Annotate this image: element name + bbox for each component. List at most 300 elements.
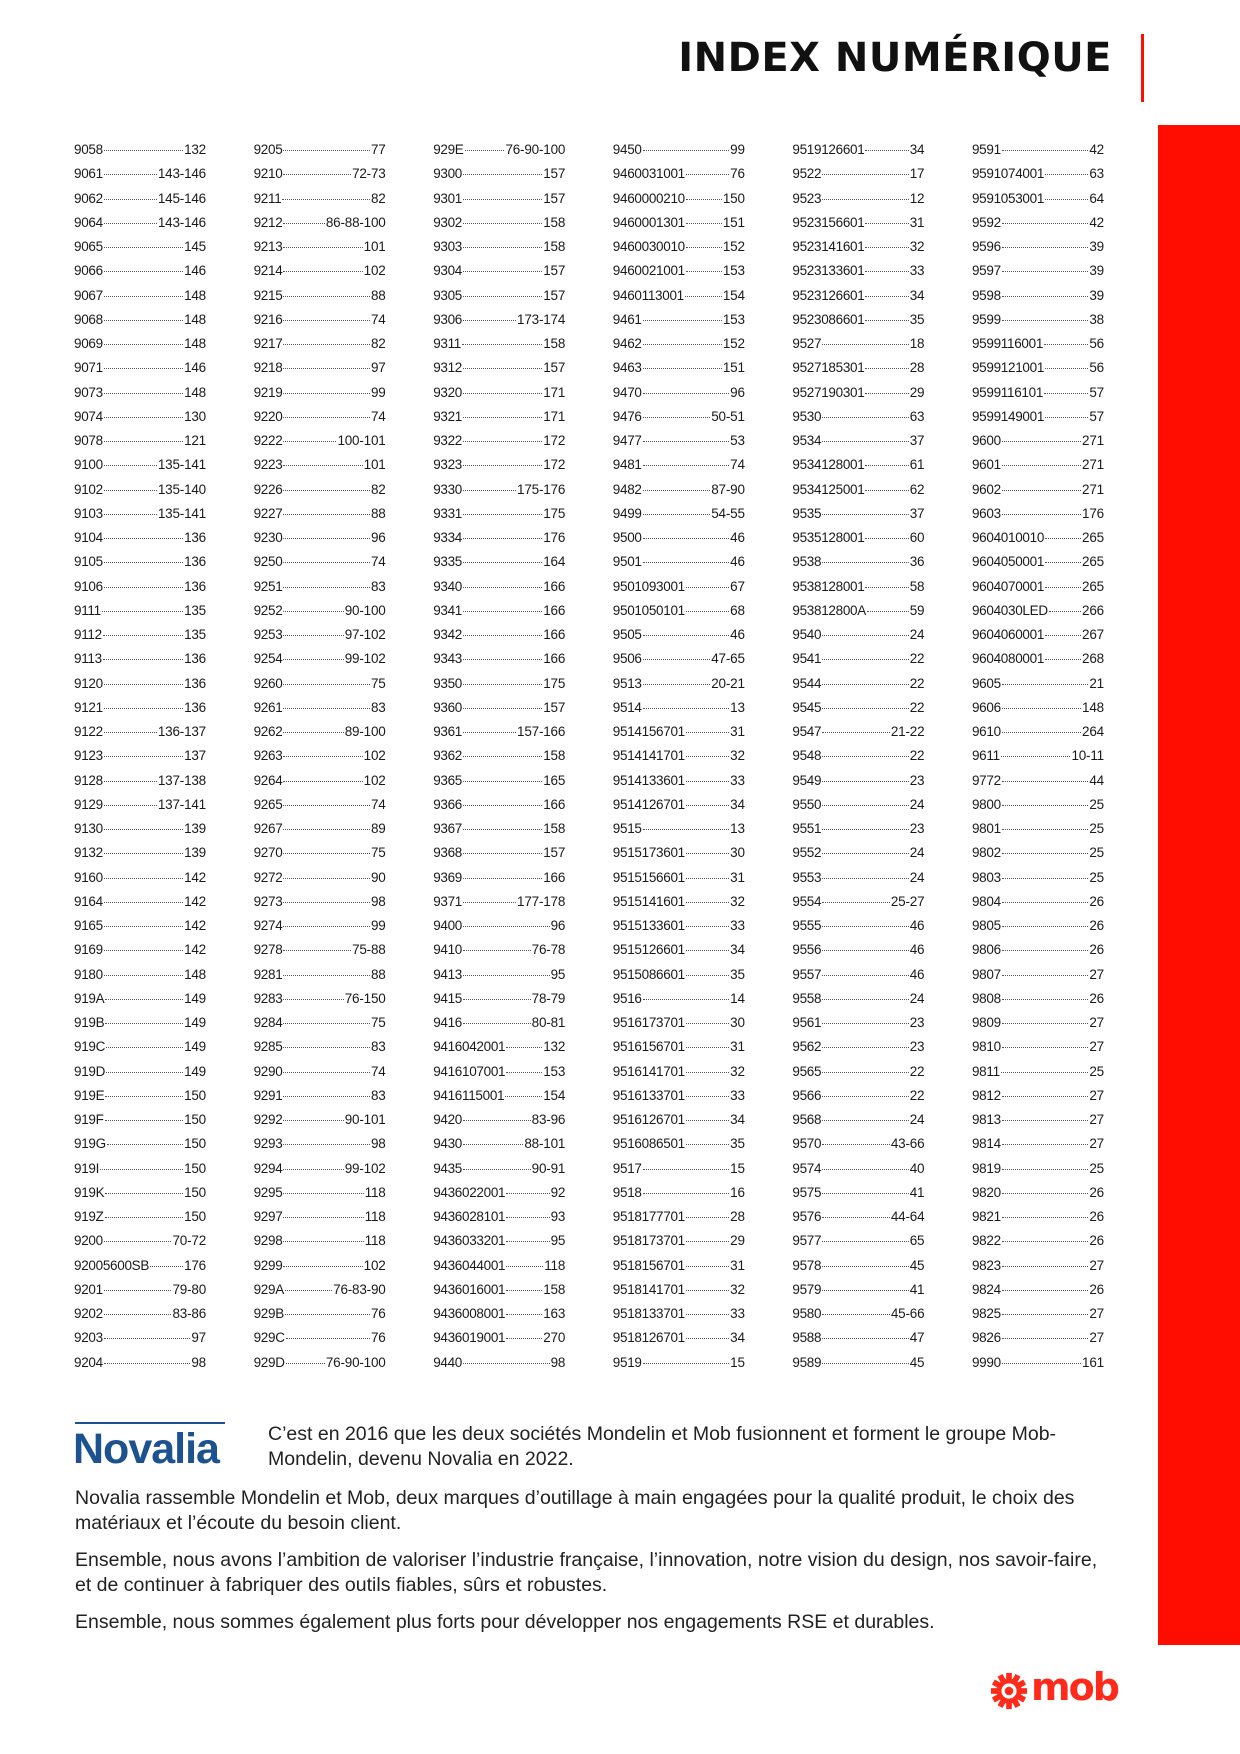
index-entry <box>254 1233 386 1257</box>
page-reference: 166 <box>543 602 566 618</box>
page-reference: 152 <box>722 336 745 351</box>
product-code: 9218 <box>253 360 283 376</box>
dot-leader <box>107 1144 183 1145</box>
page-reference: 83 <box>370 578 386 594</box>
dot-leader <box>822 708 909 709</box>
page-reference: 157 <box>543 699 566 715</box>
page-reference: 271 <box>1082 481 1104 497</box>
page-reference: 46 <box>730 554 745 570</box>
dot-leader <box>1002 320 1089 321</box>
page-reference: 136 <box>184 651 206 667</box>
product-code: 9599 <box>971 311 1001 327</box>
page-reference: 152 <box>722 239 745 254</box>
page-reference: 165 <box>543 772 566 788</box>
index-entry <box>74 1136 206 1160</box>
dot-leader <box>686 950 729 951</box>
product-code: 9205 <box>253 142 283 157</box>
page-reference: 265 <box>1082 578 1104 594</box>
product-code: 9591053001 <box>971 190 1045 206</box>
page-reference: 23 <box>909 1039 925 1055</box>
page-reference: 13 <box>730 821 745 836</box>
product-code: 9104 <box>74 530 103 545</box>
title-accent-rule <box>1141 34 1144 102</box>
dot-leader <box>104 878 183 879</box>
product-code: 9824 <box>971 1281 1001 1297</box>
index-entry <box>613 700 745 724</box>
dot-leader <box>104 781 157 782</box>
index-entry <box>613 773 745 797</box>
dot-leader <box>1002 781 1089 782</box>
dot-leader <box>104 1290 172 1291</box>
index-entry <box>792 482 924 506</box>
page-reference: 148 <box>184 966 206 982</box>
index-entry <box>613 530 745 554</box>
product-code: 9214 <box>253 263 283 279</box>
page-reference: 28 <box>909 360 925 376</box>
index-entry <box>792 676 924 700</box>
index-entry <box>613 1282 745 1306</box>
dot-leader <box>686 199 722 200</box>
dot-leader <box>283 223 324 224</box>
index-entry <box>792 821 924 845</box>
index-entry <box>254 845 386 869</box>
index-entry <box>792 336 924 360</box>
product-code: 9825 <box>971 1306 1001 1321</box>
page-reference: 65 <box>909 1233 925 1249</box>
index-entry <box>254 1039 386 1063</box>
product-code: 9130 <box>74 821 103 836</box>
index-entry <box>74 142 206 166</box>
index-entry <box>972 239 1104 263</box>
dot-leader <box>685 296 722 297</box>
page-reference: 176 <box>1082 505 1104 521</box>
page-reference: 100-101 <box>337 433 386 448</box>
product-code: 9544 <box>792 675 822 691</box>
index-entry <box>972 748 1104 772</box>
page-reference: 143-146 <box>157 214 206 230</box>
page-reference: 154 <box>543 1087 566 1103</box>
index-entry <box>792 627 924 651</box>
product-code: 919K <box>74 1184 105 1200</box>
product-code: 9565 <box>792 1063 822 1079</box>
index-entry <box>792 1306 924 1330</box>
page-reference: 27 <box>1089 1039 1104 1055</box>
index-entry <box>972 579 1104 603</box>
product-code: 9516126701 <box>612 1112 685 1127</box>
product-code: 9523 <box>792 190 822 206</box>
page-reference: 24 <box>909 1112 925 1127</box>
dot-leader <box>283 1047 370 1048</box>
product-code: 9812 <box>971 1087 1001 1103</box>
product-code: 9460030010 <box>612 239 685 254</box>
dot-leader <box>104 805 157 806</box>
page-reference: 16 <box>730 1184 745 1200</box>
index-entry <box>792 215 924 239</box>
product-code: 9460000210 <box>612 190 685 206</box>
page-reference: 99-102 <box>344 1160 386 1176</box>
page-reference: 31 <box>730 1257 745 1273</box>
index-entry <box>254 433 386 457</box>
dot-leader <box>283 150 370 151</box>
dot-leader <box>463 926 550 927</box>
product-code: 9312 <box>433 360 463 376</box>
page-reference: 74 <box>370 311 386 327</box>
page-reference: 57 <box>1089 384 1104 400</box>
index-entry <box>433 1015 565 1039</box>
page-reference: 158 <box>543 239 566 254</box>
index-column <box>433 142 565 1379</box>
product-code: 9299 <box>253 1257 283 1273</box>
index-entry <box>254 797 386 821</box>
dot-leader <box>686 223 722 224</box>
dot-leader <box>822 1193 909 1194</box>
page-reference: 268 <box>1082 651 1104 667</box>
index-entry <box>254 676 386 700</box>
page-reference: 26 <box>1089 1281 1104 1297</box>
index-entry <box>254 724 386 748</box>
page-reference: 76-90-100 <box>505 142 566 157</box>
product-code: 9800 <box>971 796 1001 812</box>
page-reference: 46 <box>909 918 925 933</box>
page-reference: 25 <box>1089 821 1104 836</box>
product-code: 9527185301 <box>792 360 865 376</box>
index-entry <box>613 457 745 481</box>
page-reference: 173-174 <box>517 311 566 327</box>
page-reference: 118 <box>364 1233 386 1249</box>
product-code: 9501050101 <box>612 602 685 618</box>
index-entry <box>792 1039 924 1063</box>
index-entry <box>613 1185 745 1209</box>
product-code: 9440 <box>433 1354 463 1370</box>
page-reference: 102 <box>363 1257 386 1273</box>
dot-leader <box>463 538 542 539</box>
index-entry <box>74 1088 206 1112</box>
index-entry <box>613 579 745 603</box>
index-entry <box>972 385 1104 409</box>
index-entry <box>254 1258 386 1282</box>
index-entry <box>433 724 565 748</box>
index-entry <box>254 506 386 530</box>
page-reference: 102 <box>363 772 386 788</box>
index-entry <box>74 894 206 918</box>
product-code: 9294 <box>253 1160 283 1176</box>
product-code: 919G <box>74 1136 106 1152</box>
index-entry <box>972 894 1104 918</box>
product-code: 9272 <box>253 869 283 885</box>
product-code: 9435 <box>433 1160 463 1176</box>
page-reference: 31 <box>730 869 745 885</box>
index-entry <box>613 1112 745 1136</box>
product-code: 9516 <box>612 990 642 1006</box>
index-entry <box>792 1015 924 1039</box>
dot-leader <box>462 344 542 345</box>
product-code: 9463 <box>612 360 642 376</box>
dot-leader <box>1002 1023 1089 1024</box>
page-reference: 157 <box>543 287 566 303</box>
page-reference: 28 <box>730 1209 745 1224</box>
index-entry <box>972 191 1104 215</box>
product-code: 9202 <box>74 1306 103 1321</box>
index-entry <box>972 918 1104 942</box>
index-entry <box>254 1209 386 1233</box>
dot-leader <box>282 199 370 200</box>
page-reference: 64 <box>1089 190 1104 206</box>
dot-leader <box>506 1314 542 1315</box>
product-code: 9330 <box>433 481 463 497</box>
product-code: 9558 <box>792 990 822 1006</box>
product-code: 9204 <box>74 1354 103 1370</box>
page-reference: 27 <box>1089 966 1104 982</box>
dot-leader <box>1002 1290 1089 1291</box>
product-code: 9320 <box>433 384 463 400</box>
page-reference: 90 <box>370 869 386 885</box>
index-entry <box>74 797 206 821</box>
index-entry <box>254 967 386 991</box>
dot-leader <box>463 296 542 297</box>
index-entry <box>433 1209 565 1233</box>
page-reference: 22 <box>909 748 925 764</box>
index-entry <box>613 1161 745 1185</box>
dot-leader <box>643 393 730 394</box>
index-entry <box>254 821 386 845</box>
index-entry <box>74 506 206 530</box>
page-reference: 27 <box>1089 1330 1104 1346</box>
dot-leader <box>463 999 531 1000</box>
dot-leader <box>463 199 542 200</box>
dot-leader <box>1045 659 1081 660</box>
page-reference: 25 <box>1089 1063 1104 1079</box>
dot-leader <box>283 829 370 830</box>
dot-leader <box>104 514 157 515</box>
product-code: 919E <box>74 1087 105 1103</box>
page-reference: 158 <box>543 1281 566 1297</box>
index-entry <box>613 506 745 530</box>
product-code: 9251 <box>253 578 283 594</box>
index-entry <box>74 530 206 554</box>
product-code: 9554 <box>792 893 822 909</box>
product-code: 9809 <box>971 1015 1001 1030</box>
page-reference: 145-146 <box>157 190 206 206</box>
product-code: 9306 <box>433 311 463 327</box>
page-reference: 25 <box>1089 1160 1104 1176</box>
page-reference: 67 <box>730 578 745 594</box>
page-reference: 26 <box>1089 1184 1104 1200</box>
product-code: 9064 <box>74 214 103 230</box>
page-reference: 34 <box>909 142 925 157</box>
index-entry <box>613 1355 745 1379</box>
dot-leader <box>283 635 343 636</box>
product-code: 9365 <box>433 772 463 788</box>
product-code: 9518141701 <box>612 1281 685 1297</box>
index-entry <box>433 1282 565 1306</box>
dot-leader <box>643 490 711 491</box>
index-entry <box>254 336 386 360</box>
index-columns <box>74 142 1104 1379</box>
product-code: 9217 <box>253 336 283 351</box>
dot-leader <box>283 659 343 660</box>
dot-leader <box>1045 587 1081 588</box>
product-code: 9416042001 <box>433 1039 506 1055</box>
index-entry <box>613 1015 745 1039</box>
product-code: 9369 <box>433 869 463 885</box>
index-entry <box>972 724 1104 748</box>
dot-leader <box>104 247 183 248</box>
dot-leader <box>285 1290 332 1291</box>
product-code: 9505 <box>612 627 642 642</box>
index-entry <box>74 748 206 772</box>
dot-leader <box>104 684 183 685</box>
page-reference: 26 <box>1089 990 1104 1006</box>
index-entry <box>433 845 565 869</box>
dot-leader <box>283 538 370 539</box>
product-code: 9515126601 <box>612 942 685 958</box>
page-reference: 83-96 <box>531 1112 566 1127</box>
dot-leader <box>1002 878 1089 879</box>
product-code: 9261 <box>253 699 283 715</box>
page-reference: 53 <box>730 433 745 448</box>
page-reference: 32 <box>730 1281 745 1297</box>
dot-leader <box>822 1169 909 1170</box>
page-reference: 98 <box>550 1354 566 1370</box>
page-reference: 95 <box>550 966 566 982</box>
page-reference: 102 <box>363 263 386 279</box>
product-code: 9599116101 <box>971 384 1044 400</box>
index-entry <box>254 603 386 627</box>
product-code: 9548 <box>792 748 822 764</box>
page-reference: 151 <box>722 360 745 376</box>
page-reference: 35 <box>730 1136 745 1152</box>
index-entry <box>972 530 1104 554</box>
dot-leader <box>822 732 890 733</box>
product-code: 9416107001 <box>433 1063 506 1079</box>
dot-leader <box>643 829 730 830</box>
product-code: 9570 <box>792 1136 822 1152</box>
index-entry <box>972 1209 1104 1233</box>
index-entry <box>792 1355 924 1379</box>
dot-leader <box>1002 975 1089 976</box>
product-code: 9416115001 <box>433 1087 505 1103</box>
page-reference: 99 <box>370 384 386 400</box>
page-reference: 150 <box>184 1184 206 1200</box>
product-code: 9820 <box>971 1184 1001 1200</box>
product-code: 9220 <box>253 408 283 424</box>
product-code: 919F <box>74 1112 104 1127</box>
page-reference: 96 <box>730 384 745 400</box>
page-reference: 157 <box>543 166 566 182</box>
index-entry <box>74 1233 206 1257</box>
index-entry <box>433 506 565 530</box>
index-entry <box>972 870 1104 894</box>
page-reference: 150 <box>184 1160 206 1176</box>
page-reference: 137 <box>184 748 206 764</box>
page-reference: 148 <box>1082 699 1104 715</box>
dot-leader <box>1002 150 1089 151</box>
dot-leader <box>104 975 183 976</box>
product-code: 9576 <box>792 1209 822 1224</box>
page-reference: 176 <box>543 530 566 545</box>
index-entry <box>792 1282 924 1306</box>
product-code: 9321 <box>433 408 463 424</box>
index-entry <box>433 700 565 724</box>
dot-leader <box>105 999 183 1000</box>
index-entry <box>254 263 386 287</box>
page-reference: 267 <box>1082 627 1104 642</box>
product-code: 9436033201 <box>433 1233 506 1249</box>
dot-leader <box>506 1047 542 1048</box>
product-code: 9420 <box>433 1112 463 1127</box>
page-reference: 153 <box>722 263 745 279</box>
page-reference: 33 <box>730 772 745 788</box>
product-code: 9601 <box>971 457 1001 473</box>
index-entry <box>792 918 924 942</box>
page-reference: 74 <box>730 457 745 473</box>
dot-leader <box>104 393 183 394</box>
index-entry <box>433 676 565 700</box>
page-reference: 135-141 <box>157 505 206 521</box>
dot-leader <box>463 902 516 903</box>
page-reference: 89-100 <box>344 724 386 739</box>
dot-leader <box>506 1338 542 1339</box>
index-entry <box>74 554 206 578</box>
product-code: 9538128001 <box>792 578 865 594</box>
dot-leader <box>1045 635 1081 636</box>
dot-leader <box>106 1072 183 1073</box>
page-reference: 24 <box>909 869 925 885</box>
index-entry <box>613 1088 745 1112</box>
index-entry <box>254 215 386 239</box>
index-entry <box>613 336 745 360</box>
dot-leader <box>463 587 542 588</box>
dot-leader <box>686 756 729 757</box>
index-entry <box>972 142 1104 166</box>
dot-leader <box>283 393 370 394</box>
dot-leader <box>463 441 542 442</box>
page-reference: 172 <box>543 433 566 448</box>
index-entry <box>792 506 924 530</box>
product-code: 953812800A <box>792 602 866 618</box>
page-reference: 92 <box>550 1184 566 1200</box>
product-code: 9227 <box>253 505 283 521</box>
dot-leader <box>1002 902 1089 903</box>
dot-leader <box>686 174 729 175</box>
dot-leader <box>285 1314 370 1315</box>
page-reference: 57 <box>1089 408 1104 424</box>
index-entry <box>254 942 386 966</box>
dot-leader <box>283 999 343 1000</box>
product-code: 9535 <box>792 505 822 521</box>
product-code: 9499 <box>612 505 642 521</box>
product-code: 9436022001 <box>433 1184 506 1200</box>
page-reference: 32 <box>730 748 745 764</box>
page-reference: 82 <box>370 481 386 497</box>
dot-leader <box>1002 926 1089 927</box>
product-code: 9568 <box>792 1112 822 1127</box>
index-entry <box>792 797 924 821</box>
product-code: 9819 <box>971 1160 1001 1176</box>
index-entry <box>972 1258 1104 1282</box>
page-reference: 26 <box>1089 1209 1104 1224</box>
index-entry <box>74 967 206 991</box>
product-code: 9367 <box>433 821 463 836</box>
index-entry <box>433 821 565 845</box>
product-code: 9516156701 <box>612 1039 685 1055</box>
dot-leader <box>643 708 730 709</box>
index-entry <box>74 1161 206 1185</box>
index-entry <box>972 1355 1104 1379</box>
dot-leader <box>686 1314 729 1315</box>
index-entry <box>254 409 386 433</box>
product-code: 929E <box>433 142 464 157</box>
